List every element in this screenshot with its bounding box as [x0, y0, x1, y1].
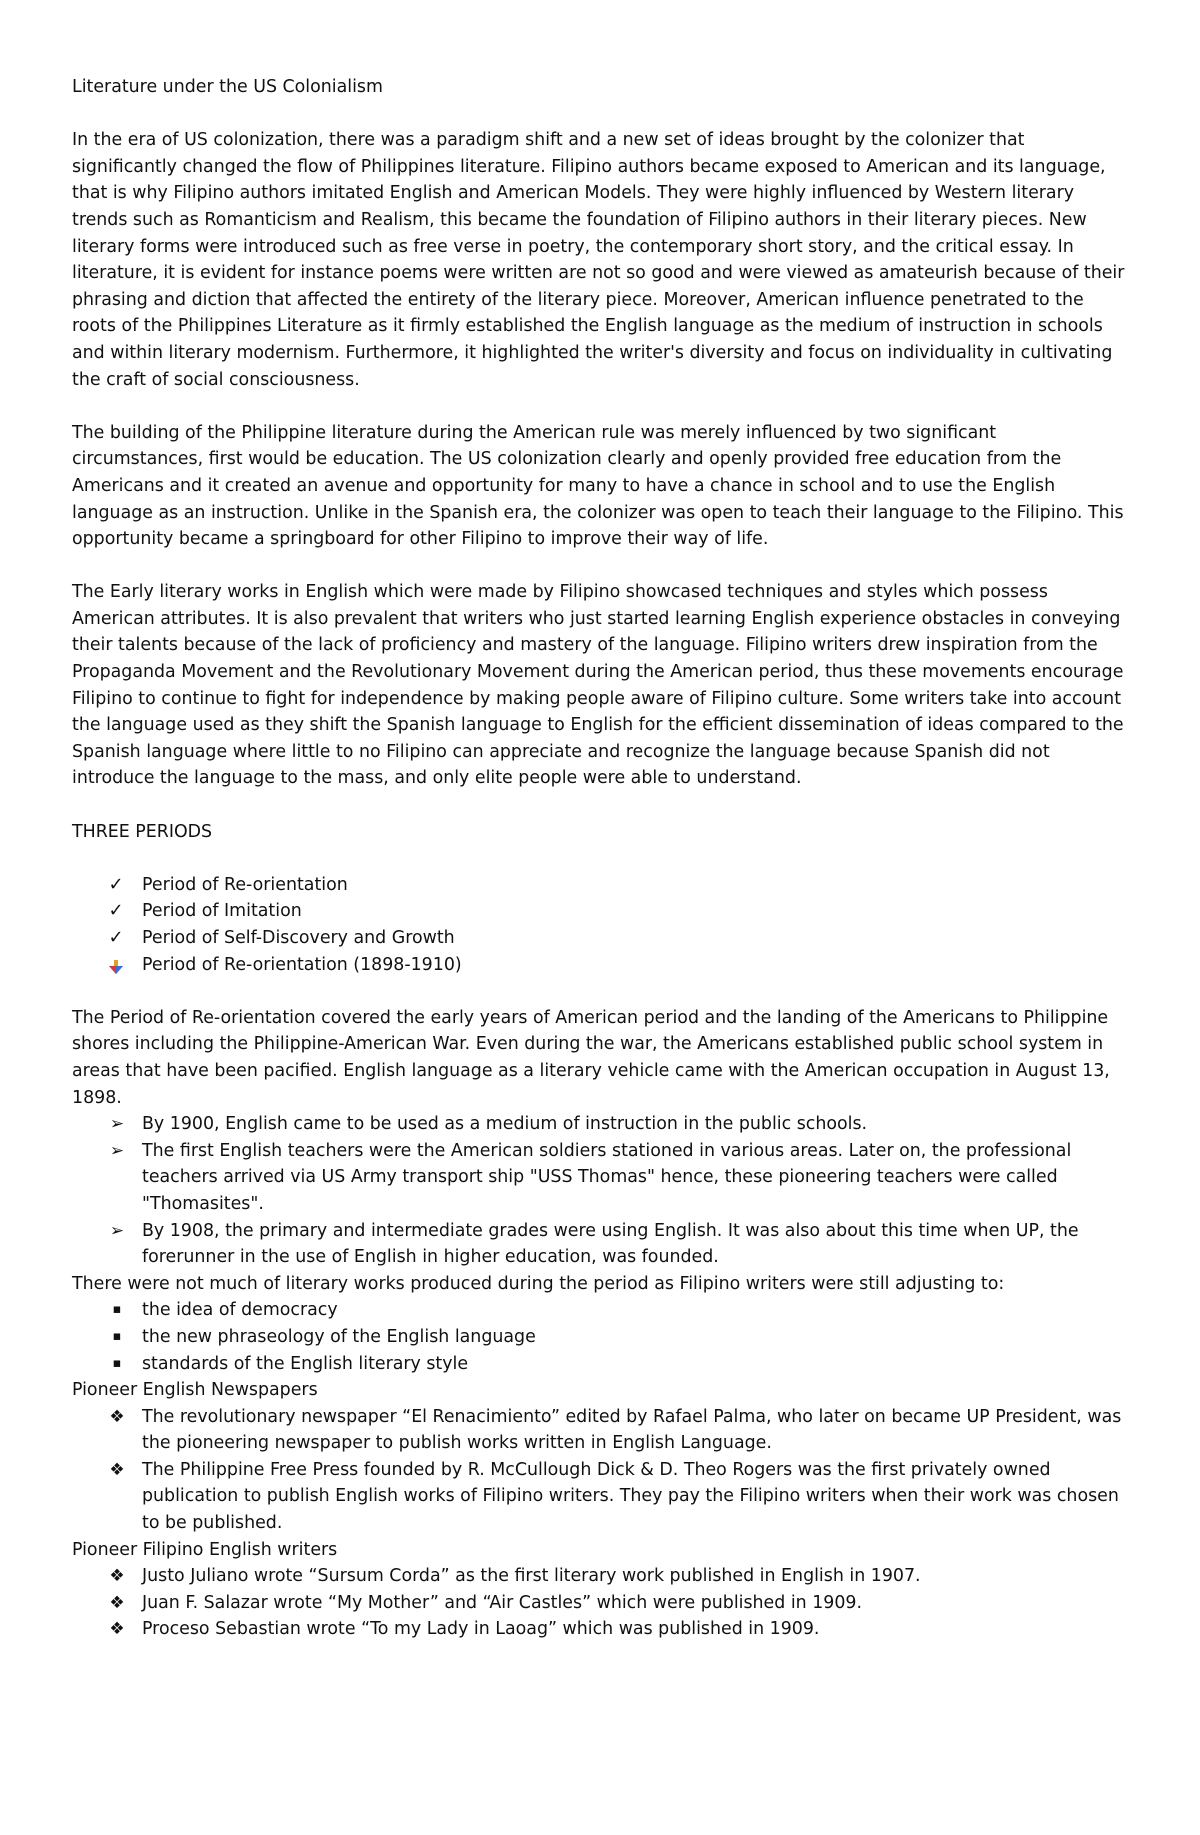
- newspapers-list: [72, 1404, 1130, 1537]
- adjusting-text: the idea of democracy: [142, 1300, 338, 1321]
- period-label: Period of Re-orientation: [142, 874, 348, 895]
- three-periods-heading: THREE PERIODS: [72, 821, 213, 842]
- square-bullet-icon: ▪: [112, 1328, 122, 1344]
- adjusting-text: standards of the English literary style: [142, 1353, 469, 1374]
- newspaper-text: The revolutionary newspaper “El Renacimiento” edited by Rafael Palma, who later on became UP President, was the pioneering newspaper to publish works written in English Language.: [142, 1406, 1122, 1454]
- four-diamond-icon: ❖: [109, 1406, 125, 1427]
- square-bullet-icon: ▪: [112, 1302, 122, 1318]
- writer-text: Justo Juliano wrote “Sursum Corda” as the first literary work published in English in 1907.: [142, 1566, 921, 1587]
- four-diamond-icon: ❖: [109, 1619, 125, 1640]
- list-item: [72, 925, 1130, 952]
- check-icon: ✓: [108, 900, 124, 922]
- reorientation-heading: Period of Re-orientation (1898-1910): [142, 954, 462, 975]
- list-item: [72, 1616, 1130, 1643]
- list-item: [72, 872, 1130, 899]
- education-paragraph: The building of the Philippine literature during the American rule was merely influenced by two significant circumstances, first would be education. The US colonization clearly and openly provided free education from the Americans and it created an avenue and opportunity for many to have a chance in school and to use the English language as an instruction. Unlike in the Spanish era, the colonizer was open to teach their language to the Filipino. This opportunity became a springboard for other Filipino to improve their way of life.: [72, 422, 1124, 550]
- square-bullet-icon: ▪: [112, 1355, 122, 1371]
- writer-text: Juan F. Salazar wrote “My Mother” and “Air Castles” which were published in 1909.: [142, 1592, 862, 1613]
- point-text: By 1900, English came to be used as a medium of instruction in the public schools.: [142, 1114, 868, 1135]
- adjusting-text: the new phraseology of the English language: [142, 1326, 536, 1347]
- early-works-paragraph: The Early literary works in English which were made by Filipino showcased techniques and styles which possess American attributes. It is also prevalent that writers who just started learning English experience obstacles in conveying their talents because of the lack of proficiency and mastery of the language. Filipino writers drew inspiration from the Propaganda Movement and the Revolutionary Movement during the American period, thus these movements encourage Filipino to continue to fight for independence by making people aware of Filipino culture. Some writers take into account the language used as they shift the Spanish language to English for the efficient dissemination of ideas compared to the Spanish language where little to no Filipino can appreciate and recognize the language because Spanish did not introduce the language to the mass, and only elite people were able to understand.: [72, 582, 1124, 789]
- list-item: [72, 1590, 1130, 1617]
- arrowhead-icon: ➢: [109, 1140, 125, 1161]
- newspaper-text: The Philippine Free Press founded by R. McCullough Dick & D. Theo Rogers was the first privately owned publication to publish English works of Filipino writers. They pay the Filipino writers when their work was chosen to be published.: [142, 1459, 1119, 1534]
- period-label: Period of Imitation: [142, 901, 302, 922]
- reorientation-heading-item: [72, 952, 1130, 979]
- point-text: By 1908, the primary and intermediate grades were using English. It was also about this time when UP, the forerunner in the use of English in higher education, was founded.: [142, 1220, 1079, 1268]
- list-item: [72, 1351, 1130, 1378]
- adjusting-list: [72, 1297, 1130, 1377]
- list-item: [72, 1111, 1130, 1138]
- four-diamond-icon: ❖: [109, 1459, 125, 1480]
- three-periods-list: [72, 872, 1130, 952]
- reorientation-points: [72, 1111, 1130, 1271]
- reorientation-intro: The Period of Re-orientation covered the early years of American period and the landing of the Americans to Philippine shores including the Philippine-American War. Even during the war, the Americans established public school system in areas that have been pacified. English language as a literary vehicle came with the American occupation in August 13, 1898.: [72, 1007, 1110, 1108]
- list-item: [72, 1138, 1130, 1218]
- arrowhead-icon: ➢: [109, 1114, 125, 1135]
- document-title: Literature under the US Colonialism: [72, 77, 383, 97]
- four-diamond-icon: ❖: [109, 1566, 125, 1587]
- list-item: [72, 1324, 1130, 1351]
- list-item: [72, 1404, 1130, 1457]
- list-item: [72, 898, 1130, 925]
- writer-text: Proceso Sebastian wrote “To my Lady in Laoag” which was published in 1909.: [142, 1619, 820, 1640]
- check-icon: ✓: [108, 927, 124, 948]
- list-item: [72, 1297, 1130, 1324]
- writers-heading: Pioneer Filipino English writers: [72, 1539, 338, 1560]
- list-item: [72, 1218, 1130, 1271]
- period-label: Period of Self-Discovery and Growth: [142, 928, 455, 948]
- check-icon: ✓: [108, 873, 124, 895]
- adjusting-intro: There were not much of literary works produced during the period as Filipino writers were still adjusting to:: [72, 1273, 1005, 1294]
- point-text: The first English teachers were the American soldiers stationed in various areas. Later on, the professional teachers arrived via US Army transport ship "USS Thomas" hence, these pioneering teachers were called "Thomasites".: [142, 1140, 1072, 1214]
- colored-arrow-icon: [108, 958, 124, 974]
- newspapers-heading: Pioneer English Newspapers: [72, 1380, 318, 1401]
- list-item: [72, 1563, 1130, 1590]
- intro-paragraph: In the era of US colonization, there was a paradigm shift and a new set of ideas brought by the colonizer that significantly changed the flow of Philippines literature. Filipino authors became exposed to American and its language, that is why Filipino authors imitated English and American Models. They were highly influenced by Western literary trends such as Romanticism and Realism, this became the foundation of Filipino authors in their literary pieces. New literary forms were introduced such as free verse in poetry, the contemporary short story, and the critical essay. In literature, it is evident for instance poems were written are not so good and were viewed as amateurish because of their phrasing and diction that affected the entirety of the literary piece. Moreover, American influence penetrated to the roots of the Philippines Literature as it firmly established the English language as the medium of instruction in schools and within literary modernism. Furthermore, it highlighted the writer's diversity and focus on individuality in cultivating the craft of social consciousness.: [72, 130, 1125, 390]
- list-item: [72, 1457, 1130, 1537]
- four-diamond-icon: ❖: [109, 1592, 125, 1613]
- arrowhead-icon: ➢: [109, 1220, 125, 1241]
- writers-list: [72, 1563, 1130, 1643]
